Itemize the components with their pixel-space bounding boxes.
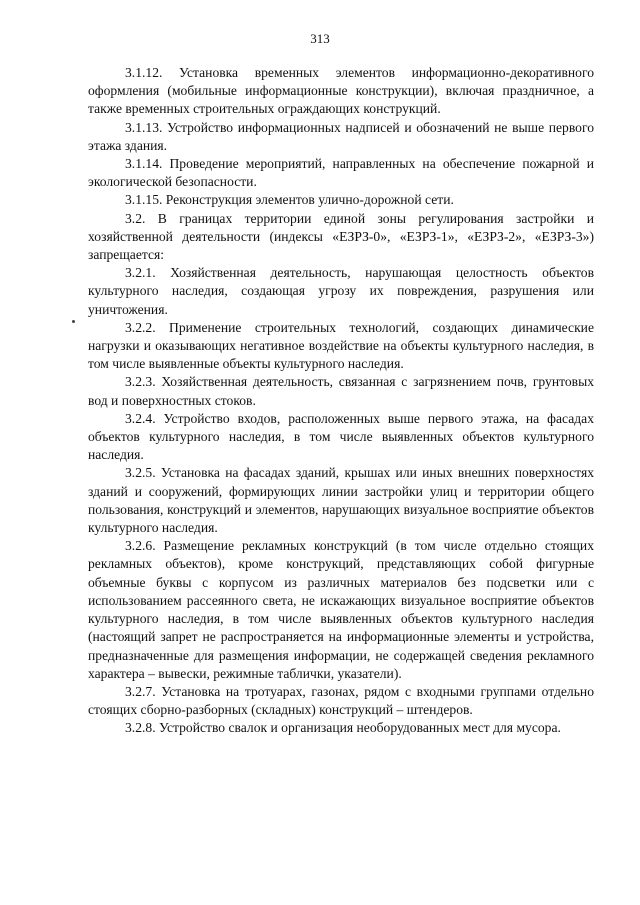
document-body [88, 64, 594, 738]
clause-3-2-4: 3.2.4. Устройство входов, расположенных выше первого этажа, на фасадах объектов культурного наследия, в том числе выявленных объектов культурного наследия. [88, 410, 594, 463]
clause-3-2-3: 3.2.3. Хозяйственная деятельность, связанная с загрязнением почв, грунтовых вод и поверхностных стоков. [88, 374, 594, 408]
clause-3-2-6: 3.2.6. Размещение рекламных конструкций (в том числе отдельно стоящих рекламных объектов), кроме конструкций, представляющих собой фигурные объемные буквы с корпусом из различных материалов без подсветки или с использованием рассеянного света, не искажающих визуальное восприятие объектов культурного наследия, в том числе выявленных объектов культурного наследия (настоящий запрет не распространяется на информационные элементы и устройства, предназначенные для размещения информации, не содержащей сведения рекламного характера – вывески, режимные таблички, указатели). [88, 538, 594, 681]
clause-3-2-7: 3.2.7. Установка на тротуарах, газонах, рядом с входными группами отдельно стоящих сборно-разборных (складных) конструкций – штендеров. [88, 683, 594, 718]
clause-3-2-1: 3.2.1. Хозяйственная деятельность, нарушающая целостность объектов культурного наследия, создающая угрозу их повреждения, разрушения или уничтожения. [88, 265, 594, 317]
clause-3-2: 3.2. В границах территории единой зоны регулирования застройки и хозяйственной деятельности (индексы «ЕЗРЗ-0», «ЕЗРЗ-1», «ЕЗРЗ-2», «ЕЗРЗ-3») запрещается: [88, 210, 594, 263]
clause-3-1-13: 3.1.13. Устройство информационных надписей и обозначений не выше первого этажа здания. [88, 119, 594, 153]
clause-3-2-8: 3.2.8. Устройство свалок и организация необорудованных мест для мусора. [125, 720, 561, 736]
clause-3-1-12: 3.1.12. Установка временных элементов информационно-декоративного оформления (мобильные информационные конструкции), включая праздничное, а также временных строительных ограждающих конструкций. [88, 65, 594, 117]
page-number: 313 [310, 31, 330, 46]
scan-mark [72, 320, 75, 323]
clause-3-2-5: 3.2.5. Установка на фасадах зданий, крышах или иных внешних поверхностях зданий и сооружений, формирующих линии застройки улиц и территории общего пользования, конструкций и элементов, нарушающих визуальное восприятие объектов культурного наследия. [88, 465, 594, 536]
clause-3-1-14: 3.1.14. Проведение мероприятий, направленных на обеспечение пожарной и экологической безопасности. [88, 156, 594, 190]
clause-3-2-2: 3.2.2. Применение строительных технологий, создающих динамические нагрузки и оказывающих негативное воздействие на объекты культурного наследия, в том числе выявленные объекты культурного наследия. [88, 319, 594, 372]
clause-3-1-15: 3.1.15. Реконструкция элементов улично-дорожной сети. [125, 192, 454, 208]
